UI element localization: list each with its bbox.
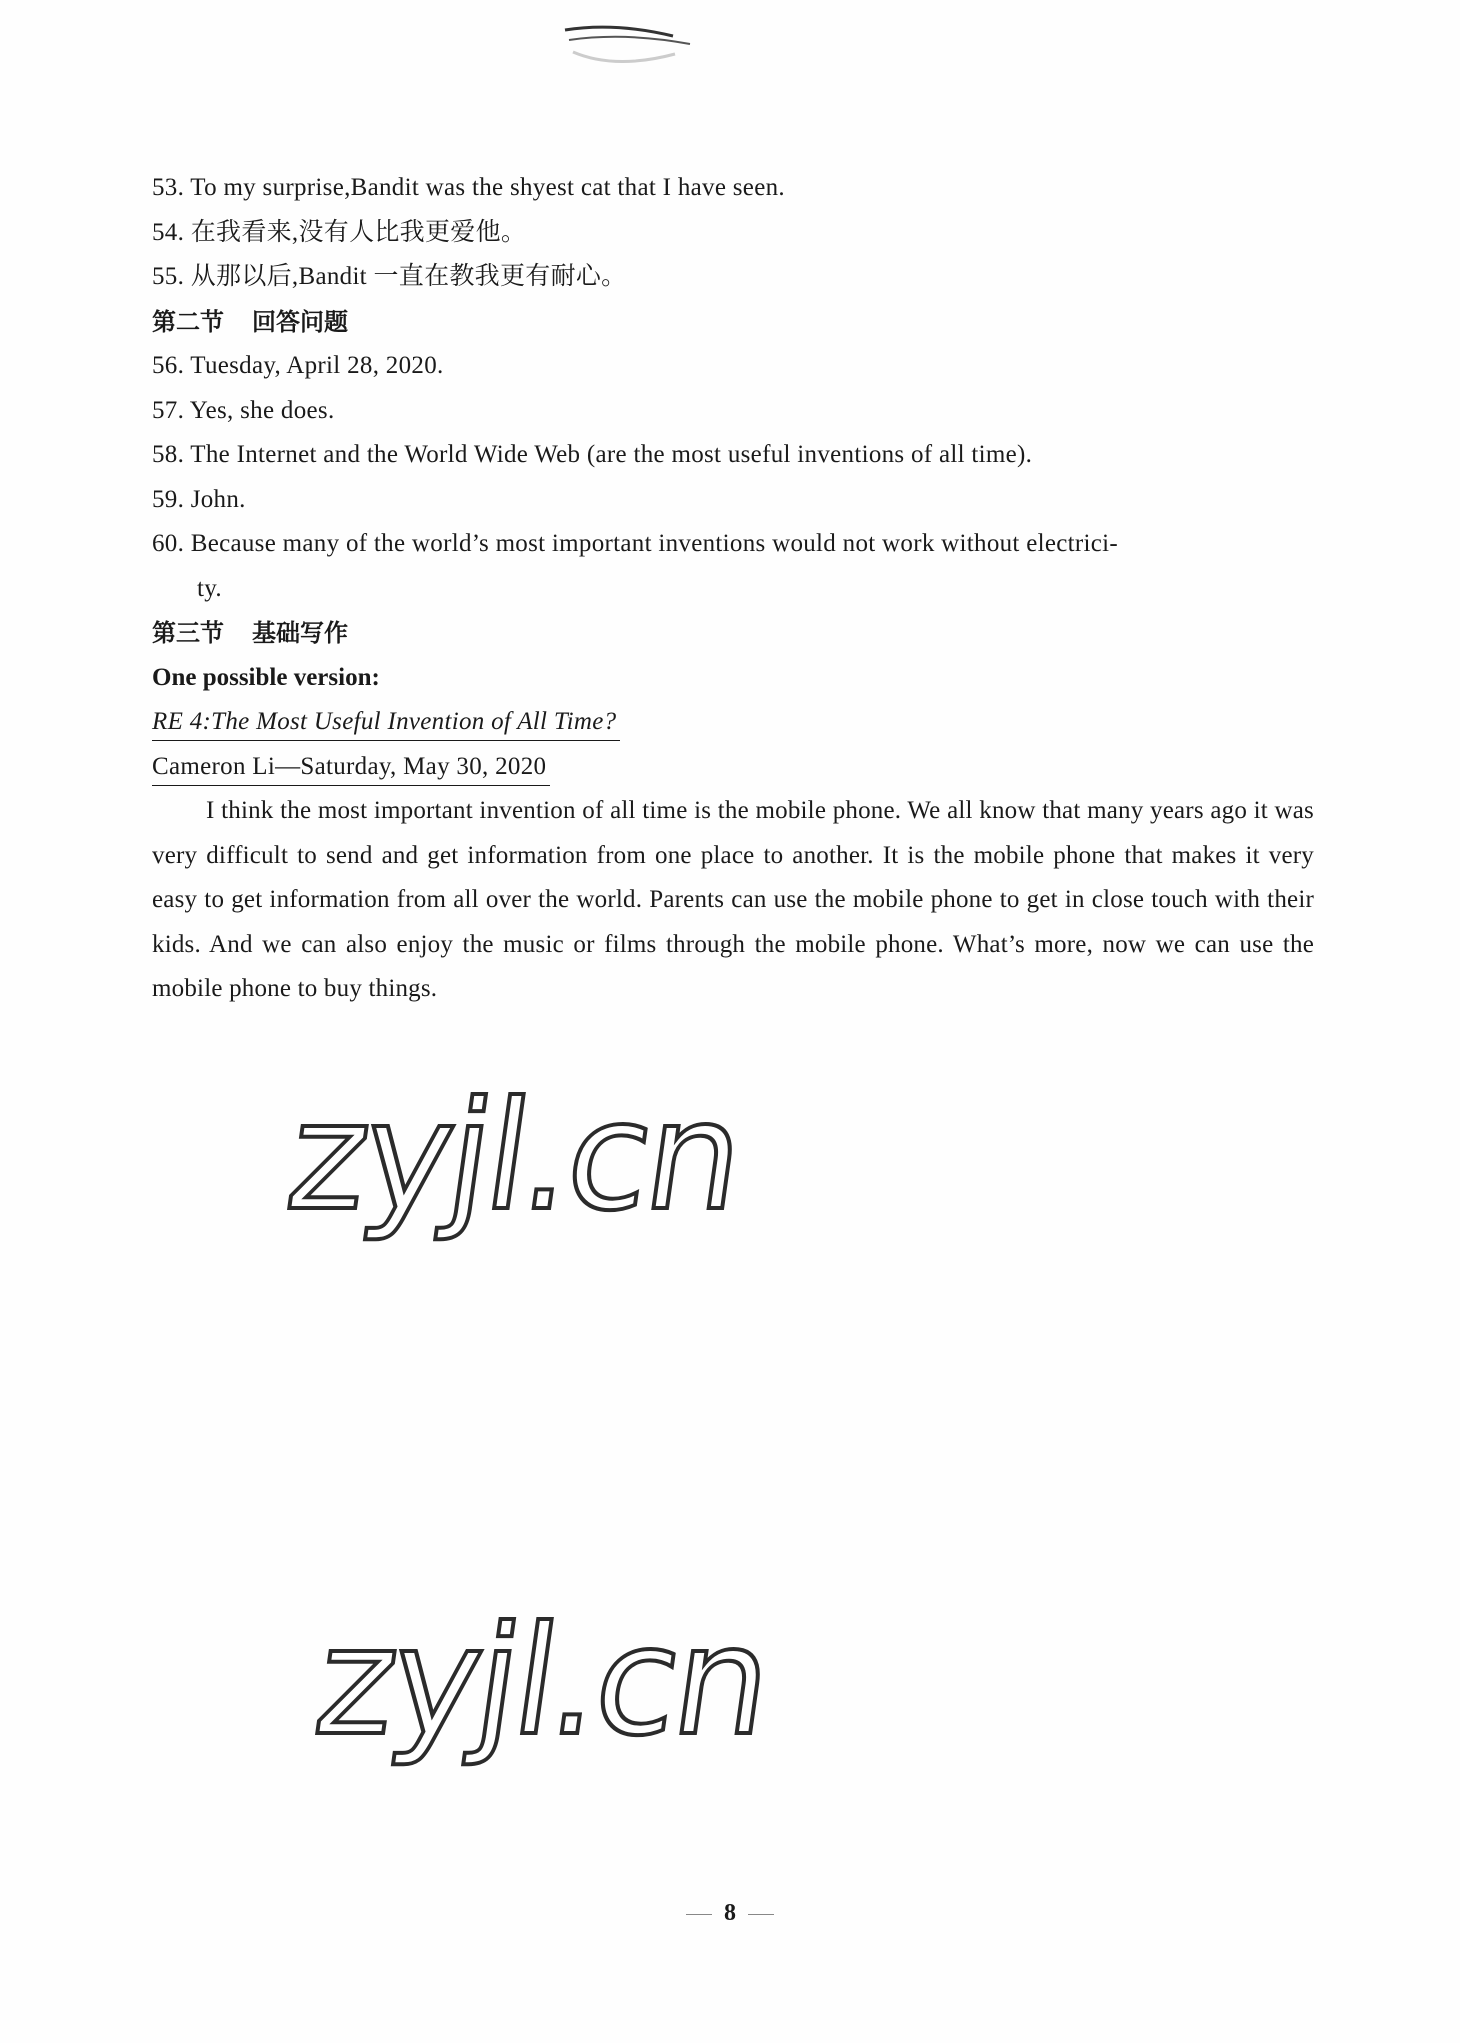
- item-number: 53.: [152, 174, 185, 201]
- item-text: 在我看来,没有人比我更爱他。: [190, 218, 527, 246]
- answer-line-59: [152, 478, 1314, 523]
- item-number: 54.: [152, 218, 185, 246]
- page-number-dash-right: [748, 1914, 774, 1915]
- section-title: 第二节: [152, 307, 224, 336]
- item-text: To my surprise,Bandit was the shyest cat that I have seen.: [190, 174, 785, 201]
- item-number: 60.: [152, 530, 185, 557]
- answer-line-56: [152, 344, 1314, 389]
- essay-subject-row: [152, 700, 1314, 745]
- answer-line-60: [152, 522, 1314, 567]
- answer-line-53: [152, 166, 1314, 211]
- scan-smudge-mark: [555, 18, 705, 78]
- essay-byline: Cameron Li—Saturday, May 30, 2020: [152, 749, 550, 786]
- section-heading-3: [152, 611, 1314, 656]
- item-number: 59.: [152, 485, 185, 513]
- essay-byline-row: [152, 745, 1314, 790]
- item-text: The Internet and the World Wide Web (are the most useful inventions of all time).: [190, 441, 1033, 468]
- watermark-text: zyjl.cn: [277, 1070, 751, 1244]
- section-heading-2: [152, 300, 1314, 345]
- item-text: 从那以后,Bandit 一直在教我更有耐心。: [190, 263, 627, 290]
- section-title: 第三节: [152, 619, 224, 647]
- item-text: Because many of the world’s most important inventions would not work without electrici-: [190, 530, 1119, 557]
- section-subtitle: 基础写作: [252, 619, 348, 647]
- item-number: 55.: [152, 263, 185, 290]
- answer-line-58: [152, 433, 1314, 478]
- answer-content: [152, 166, 1314, 1012]
- item-text: Tuesday, April 28, 2020.: [190, 352, 444, 379]
- answer-line-60-continuation: ty.: [197, 574, 222, 602]
- item-text: John.: [190, 485, 246, 513]
- answer-line-57: [152, 389, 1314, 434]
- item-text: Yes, she does.: [189, 396, 335, 424]
- page-number-dash-left: [686, 1914, 712, 1915]
- answer-line-55: [152, 255, 1314, 300]
- essay-label: One possible version:: [152, 663, 380, 691]
- section-subtitle: 回答问题: [252, 307, 348, 336]
- essay-subject-line: RE 4:The Most Useful Invention of All Time?: [152, 704, 620, 741]
- item-number: 58.: [152, 441, 185, 468]
- watermark-text: zyjl.cn: [305, 1595, 779, 1769]
- page-number: [0, 1900, 1460, 1927]
- item-number: 57.: [152, 396, 185, 424]
- item-number: 56.: [152, 352, 185, 379]
- essay-body: I think the most important invention of all time is the mobile phone. We all know that many years ago it was very difficult to send and get information from one place to another. It is the mobile phone that makes it very easy to get information from all over the world. Parents can use the mobile phone to get in close touch with their kids. And we can also enjoy the music or films through the mobile phone. What’s more, now we can use the mobile phone to buy things.: [152, 797, 1314, 1002]
- answer-line-54: [152, 211, 1314, 256]
- page-number-value: 8: [724, 1900, 736, 1926]
